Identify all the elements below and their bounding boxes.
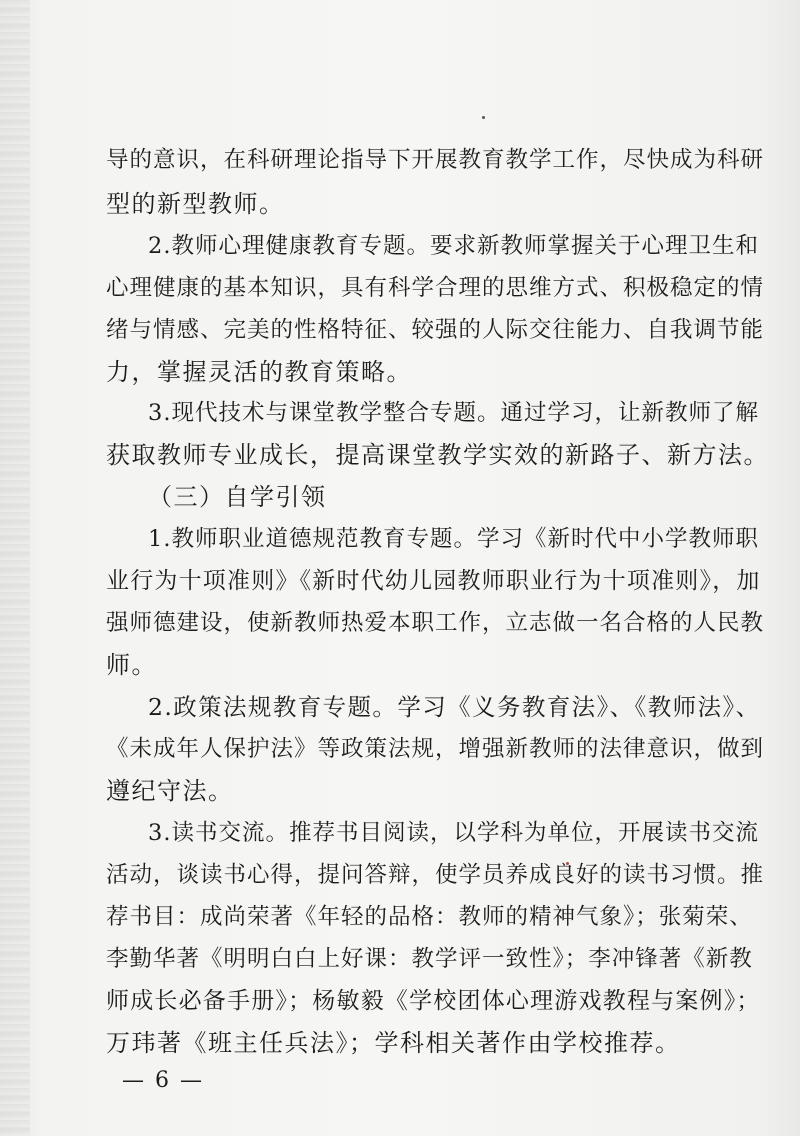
text-line: 李勤华著《明明白白上好课：教学评一致性》；李冲锋著《新教 [106, 946, 753, 972]
text-line: 师。 [106, 651, 157, 679]
text-line: 2.教师心理健康教育专题。要求新教师掌握关于心理卫生和 [148, 233, 759, 259]
text-line: 型的新型教师。 [106, 190, 285, 218]
text-line: 导的意识，在科研理论指导下开展教育教学工作，尽快成为科研 [106, 147, 765, 173]
text-line: 获取教师专业成长，提高课堂教学实效的新路子、新方法。 [106, 441, 769, 469]
text-line: 荐书目：成尚荣著《年轻的品格：教师的精神气象》；张菊荣、 [106, 904, 753, 930]
text-line: 万玮著《班主任兵法》；学科相关著作由学校推荐。 [106, 1029, 681, 1057]
text-line: 3.现代技术与课堂教学整合专题。通过学习，让新教师了解 [148, 400, 759, 426]
text-line: 业行为十项准则》《新时代幼儿园教师职业行为十项准则》，加 [106, 568, 761, 594]
page-number: — 6 — [122, 1068, 204, 1093]
section-heading: （三）自学引领 [148, 483, 327, 511]
text-line: 2.政策法规教育专题。学习《义务教育法》、《教师法》、 [148, 693, 761, 721]
text-line: 强师德建设，使新教师热爱本职工作，立志做一名合格的人民教 [106, 610, 765, 636]
text-line: 3.读书交流。推荐书目阅读，以学科为单位，开展读书交流 [148, 820, 759, 846]
text-line: 1.教师职业道德规范教育专题。学习《新时代中小学教师职 [148, 526, 759, 552]
text-line: 遵纪守法。 [106, 777, 234, 805]
text-line: 活动，谈读书心得，提问答辩，使学员养成良好的读书习惯。推 [106, 862, 765, 888]
text-line: 绪与情感、完美的性格特征、较强的人际交往能力、自我调节能 [106, 317, 765, 343]
text-line: 力，掌握灵活的教育策略。 [106, 358, 412, 386]
text-line: 心理健康的基本知识，具有科学合理的思维方式、积极稳定的情 [106, 275, 765, 301]
text-line: 师成长必备手册》；杨敏毅《学校团体心理游戏教程与案例》； [106, 988, 761, 1014]
text-line: 《未成年人保护法》等政策法规，增强新教师的法律意识，做到 [106, 736, 765, 762]
